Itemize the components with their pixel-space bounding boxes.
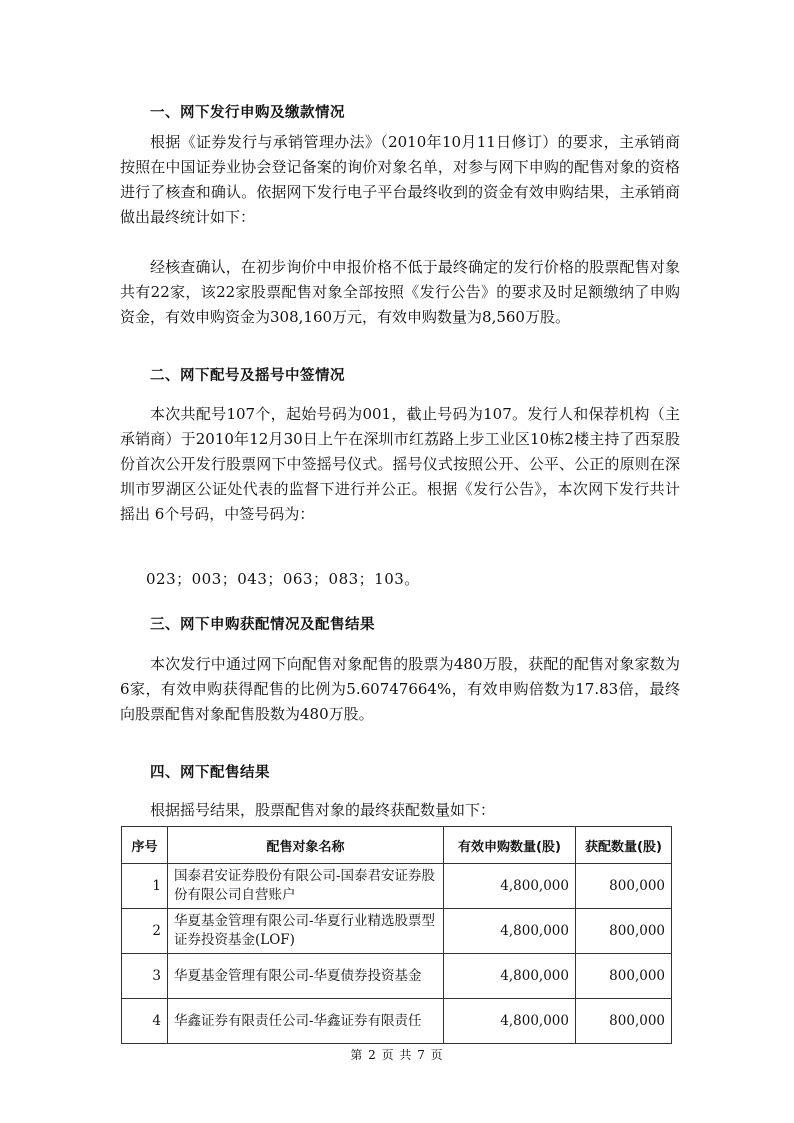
section4-heading: 四、网下配售结果 — [150, 765, 270, 781]
row-seq: 2 — [122, 909, 168, 954]
row-name: 华夏基金管理有限公司-华夏债券投资基金 — [168, 954, 444, 999]
section3-paragraph-1: 本次发行中通过网下向配售对象配售的股票为480万股，获配的配售对象家数为6家，有效申购获得配售的比例为5.60747664%，有效申购倍数为17.83倍，最终向股票配售对象配售股数为480万股。 — [120, 655, 680, 723]
page-footer: 第 2 页 共 7 页 — [350, 1048, 444, 1062]
row-apply: 4,800,000 — [444, 954, 576, 999]
section1-paragraph-1: 根据《证券发行与承销管理办法》（2010年10月11日修订）的要求，主承销商按照在中国证券业协会登记备案的询价对象名单，对参与网下申购的配售对象的资格进行了核查和确认。依据网下发行电子平台最终收到的资金有效申购结果，主承销商做出最终统计如下： — [120, 133, 680, 226]
row-alloc: 800,000 — [576, 864, 672, 909]
section3-heading: 三、网下申购获配情况及配售结果 — [150, 617, 375, 633]
table-row — [122, 909, 672, 954]
header-alloc: 获配数量(股) — [576, 827, 672, 864]
section2-paragraph-1: 本次共配号107个，起始号码为001，截止号码为107。发行人和保荐机构（主承销商）于2010年12月30日上午在深圳市红荔路上步工业区10栋2楼主持了西泵股份首次公开发行股票网下中签摇号仪式。摇号仪式按照公开、公平、公正的原则在深圳市罗湖区公证处代表的监督下进行并公正。根据《发行公告》，本次网下发行共计摇出 6个号码，中签号码为： — [120, 405, 680, 523]
header-name: 配售对象名称 — [168, 827, 444, 864]
header-seq: 序号 — [122, 827, 168, 864]
table-row — [122, 864, 672, 909]
section4-paragraph-1: 根据摇号结果，股票配售对象的最终获配数量如下： — [150, 801, 496, 819]
section1-heading: 一、网下发行申购及缴款情况 — [150, 105, 345, 121]
row-seq: 4 — [122, 999, 168, 1044]
row-apply: 4,800,000 — [444, 864, 576, 909]
row-seq: 3 — [122, 954, 168, 999]
section1-paragraph-2: 经核查确认，在初步询价中申报价格不低于最终确定的发行价格的股票配售对象共有22家，该22家股票配售对象全部按照《发行公告》的要求及时足额缴纳了申购资金，有效申购资金为308,160万元，有效申购数量为8,560万股。 — [120, 258, 680, 326]
row-name: 国泰君安证券股份有限公司-国泰君安证券股份有限公司自营账户 — [168, 864, 444, 909]
row-seq: 1 — [122, 864, 168, 909]
row-alloc: 800,000 — [576, 909, 672, 954]
row-name: 华夏基金管理有限公司-华夏行业精选股票型证券投资基金(LOF) — [168, 909, 444, 954]
allocation-table — [121, 826, 672, 1044]
row-apply: 4,800,000 — [444, 999, 576, 1044]
header-apply: 有效申购数量(股) — [444, 827, 576, 864]
table-header-row — [122, 827, 672, 864]
section2-heading: 二、网下配号及摇号中签情况 — [150, 368, 345, 384]
table-row — [122, 954, 672, 999]
row-name: 华鑫证券有限责任公司-华鑫证券有限责任 — [168, 999, 444, 1044]
row-alloc: 800,000 — [576, 954, 672, 999]
row-apply: 4,800,000 — [444, 909, 576, 954]
table-row — [122, 999, 672, 1044]
row-alloc: 800,000 — [576, 999, 672, 1044]
winning-numbers: 023；003；043；063；083；103。 — [146, 570, 420, 588]
